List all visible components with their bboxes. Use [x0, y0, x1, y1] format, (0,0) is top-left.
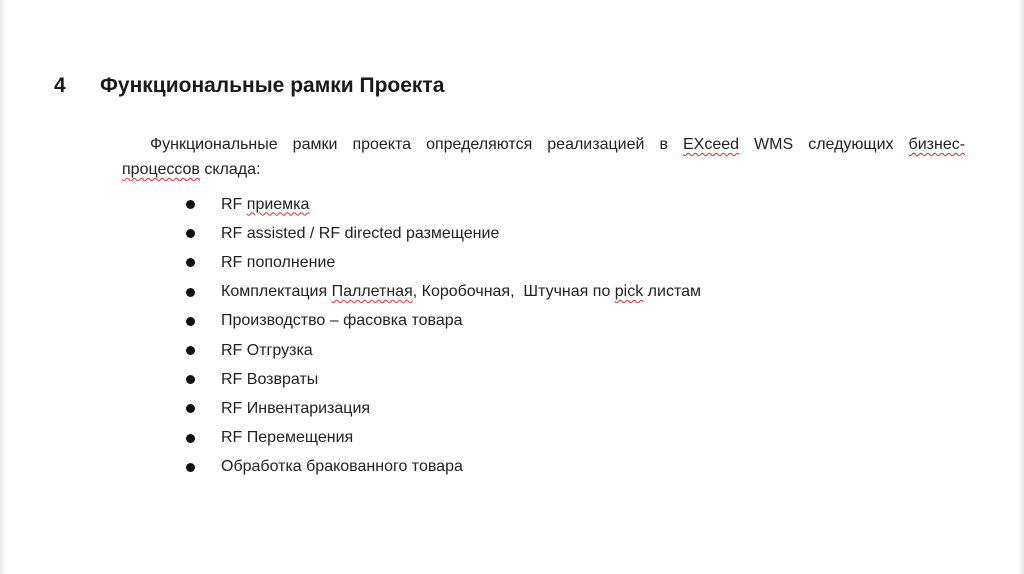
intro-word: проекта — [352, 136, 412, 153]
list-item-text: RF Отгрузка — [221, 341, 313, 359]
list-item-text: RF Перемещения — [221, 429, 354, 447]
bullet-icon — [186, 317, 195, 326]
bullet-icon — [186, 200, 195, 209]
text-part-marked: Паллетная — [331, 283, 413, 301]
intro-word-business: бизнес- — [908, 136, 966, 153]
text-part-marked: приемка — [246, 195, 310, 213]
list-item-text — [221, 196, 309, 214]
list-item — [186, 248, 701, 277]
list-item — [186, 190, 701, 219]
list-item — [186, 453, 701, 482]
list-item — [186, 278, 701, 307]
intro-word: реализацией — [547, 136, 645, 153]
bullet-icon — [186, 463, 195, 472]
intro-word-processes: процессов — [122, 161, 200, 178]
page-edge-left — [0, 0, 6, 574]
intro-word-exceed: EXceed — [682, 136, 740, 153]
text-part: Комплектация — [221, 283, 332, 301]
list-item — [186, 394, 701, 423]
intro-word: определяются — [426, 136, 533, 153]
intro-word: следующих — [808, 136, 894, 153]
text-part: , Коробочная, Штучная по — [412, 283, 615, 301]
section-title: Функциональные рамки Проекта — [100, 74, 445, 97]
bullet-icon — [186, 346, 195, 355]
process-list — [186, 190, 701, 482]
page-edge-right — [1018, 0, 1024, 574]
list-item-text: RF пополнение — [221, 253, 336, 271]
bullet-icon — [186, 434, 195, 443]
text-part: листам — [643, 283, 701, 301]
section-heading — [54, 74, 444, 98]
list-item — [186, 307, 701, 336]
intro-word: Функциональные — [150, 136, 278, 153]
list-item — [186, 365, 701, 394]
intro-line-2 — [122, 157, 965, 182]
list-item — [186, 424, 701, 453]
intro-word: в — [659, 136, 668, 153]
list-item-text: RF Возвраты — [221, 370, 319, 388]
list-item-text: RF assisted / RF directed размещение — [221, 224, 500, 242]
bullet-icon — [186, 288, 195, 297]
list-item-text: Производство – фасовка товара — [221, 312, 463, 330]
list-item-text: Обработка бракованного товара — [221, 458, 463, 476]
list-item-text: RF Инвентаризация — [221, 399, 371, 417]
list-item — [186, 336, 701, 365]
intro-paragraph — [122, 132, 965, 182]
section-number: 4 — [54, 74, 66, 97]
text-part-marked: pick — [614, 283, 644, 301]
intro-word: рамки — [292, 136, 338, 153]
bullet-icon — [186, 229, 195, 238]
text-part: RF — [221, 195, 247, 213]
intro-line-2-rest: склада: — [199, 161, 261, 178]
bullet-icon — [186, 404, 195, 413]
bullet-icon — [186, 258, 195, 267]
intro-word: WMS — [754, 136, 794, 153]
list-item — [186, 219, 701, 248]
bullet-icon — [186, 375, 195, 384]
intro-line-1 — [122, 132, 965, 157]
list-item-text — [221, 283, 701, 301]
